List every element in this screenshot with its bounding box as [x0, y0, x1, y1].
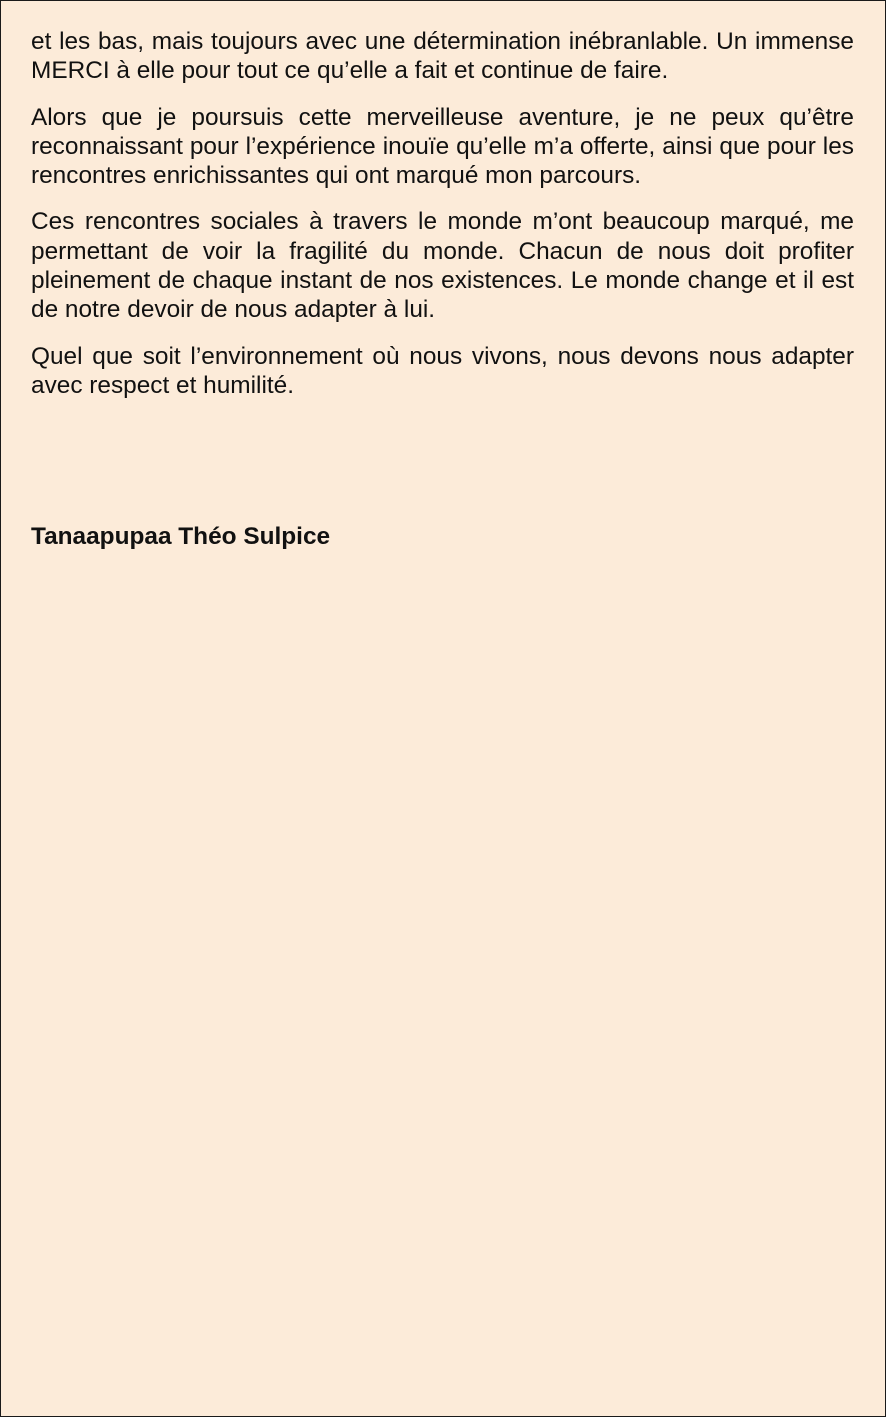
author-signature: Tanaapupaa Théo Sulpice — [31, 523, 331, 550]
paragraph-2: Alors que je poursuis cette merveilleuse aventure, je ne peux qu’être reconnaissant pour l’expérience inouïe qu’elle m’a offerte, ainsi que pour les rencontres enrichissantes qui ont marqué mon parcours. — [31, 103, 854, 190]
paragraph-1: et les bas, mais toujours avec une détermination inébranlable. Un immense MERCI à elle pour tout ce qu’elle a fait et continue de faire. — [31, 28, 854, 85]
paragraph-4: Quel que soit l’environnement où nous vivons, nous devons nous adapter avec respect et humilité. — [31, 342, 854, 399]
paragraph-3: Ces rencontres sociales à travers le monde m’ont beaucoup marqué, me permettant de voir la fragilité du monde. Chacun de nous doit profiter pleinement de chaque instant de nos existences. Le monde change et il est de notre devoir de nous adapter à lui. — [31, 208, 854, 324]
body-text — [31, 27, 854, 417]
